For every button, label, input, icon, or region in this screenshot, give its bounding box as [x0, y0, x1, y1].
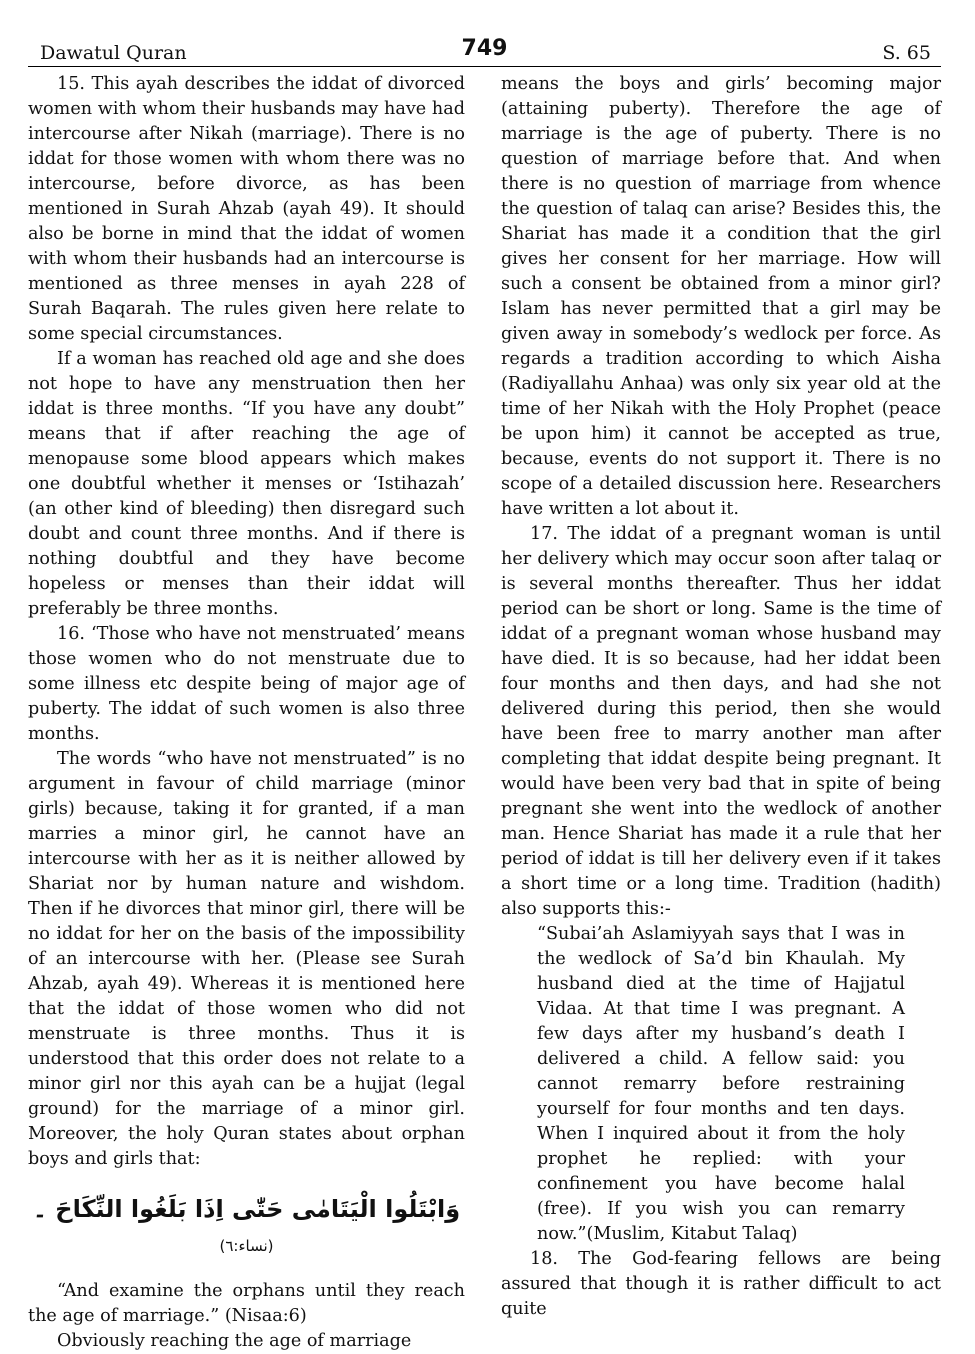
arabic-verse-text: وَابْتَلُوا الْيَتَامٰى حَتّٰى اِذَا بَلَغُوا النِّكَاحَ ۔	[32, 1195, 461, 1223]
surah-number: S. 65	[882, 42, 931, 64]
hadith-quote: “Subai’ah Aslamiyyah says that I was in the wedlock of Sa’d bin Khaulah. My husband died at the time of Hajjatul Vidaa. At that time I was pregnant. A few days after my husband’s death I delivered a child. A fellow said: you cannot remarry before restraining yourself for four months and ten days. When I inquired about it from the holy prophet he replied: with your confinement you have become halal (free). If you wish you can remarry now.”(Muslim, Kitabut Talaq)	[537, 924, 905, 1244]
note-15-paragraph: 15. This ayah describes the iddat of divorced women with whom their husbands may have had intercourse after Nikah (marriage). There is no iddat for those women with whom there was no intercourse, before divorce, as has been mentioned in Surah Ahzab (ayah 49). It should also be borne in mind that the iddat of women with whom their husbands had an intercourse is mentioned as three menses in ayah 228 of Surah Baqarah. The rules given here relate to some special circumstances.	[28, 74, 465, 344]
book-title: Dawatul Quran	[40, 42, 187, 64]
arabic-verse-reference: (نساء:٦)	[219, 1237, 274, 1255]
verse-translation: “And examine the orphans until they reach the age of marriage.” (Nisaa:6)	[28, 1281, 465, 1326]
arabic-verse	[28, 1192, 465, 1263]
child-marriage-paragraph: The words “who have not menstruated” is no argument in favour of child marriage (minor girls) because, taking it for granted, if a man marries a minor girl, he cannot have an intercourse with her as it is neither allowed by Shariat nor by human nature and wishdom. Then if he divorces that minor girl, there will be no iddat for her on the basis of the impossibility of an intercourse with her. (Please see Surah Ahzab, ayah 49). Whereas it is mentioned here that the iddat of those women who did not menstruate is three months. Thus it is understood that this order does not relate to a minor girl nor this ayah can be a hujjat (legal ground) for the marriage of a minor girl. Moreover, the holy Quran states about orphan boys and girls that:	[28, 749, 465, 1169]
right-column	[501, 72, 941, 1322]
old-age-iddat-paragraph: If a woman has reached old age and she does not hope to have any menstruation then her iddat is three months. “If you have any doubt” means that if after reaching the age of menopause some blood appears which makes one doubtful whether it menses or ‘Istihazah’ (an other kind of bleeding) then disregard such doubt and count three months. And if there is nothing doubtful and they have become hopeless or menses than their iddat will preferably be three months.	[28, 349, 465, 619]
continued-paragraph: means the boys and girls’ becoming major (attaining puberty). Therefore the age of marriage is the age of puberty. There is no question of marriage before that. And when there is no question of marriage from whence the question of talaq can arise? Besides this, the Shariat has made it a condition that the girl gives her consent for her marriage. How will such a consent be obtained from a minor girl? Islam has never permitted that a girl may be given away in somebody’s wedlock per force. As regards a tradition according to which Aisha (Radiyallahu Anhaa) was only six year old at the time of her Nikah with the Holy Prophet (peace be upon him) it cannot be accepted as true, because, events do not support it. There is no scope of a detailed discussion here. Researchers have written a lot about it.	[501, 74, 941, 519]
note-17-paragraph: 17. The iddat of a pregnant woman is until her delivery which may occur soon after talaq or is several months thereafter. Thus her iddat period can be short or long. Same is the time of iddat of a pregnant woman whose husband may have died. It is so because, had her iddat been four months and then days, and had she not delivered during this period, then she would have been free to marry another man after completing that iddat despite being pregnant. It would have been very bad that in spite of being pregnant she went into the wedlock of another man. Hence Shariat has made it a rule that her period of iddat is till her delivery even if it takes a short time or a long time. Tradition (hadith) also supports this:-	[501, 524, 941, 919]
page-header	[28, 36, 941, 67]
left-column	[28, 72, 465, 1354]
page-number: 749	[461, 36, 508, 61]
note-18-paragraph: 18. The God-fearing fellows are being assured that though it is rather difficult to act quite	[501, 1249, 941, 1319]
note-16-paragraph: 16. ‘Those who have not menstruated’ means those women who do not menstruate due to some illness etc despite being of major age of puberty. The iddat of such women is also three months.	[28, 624, 465, 744]
continued-paragraph-start: Obviously reaching the age of marriage	[57, 1331, 412, 1351]
